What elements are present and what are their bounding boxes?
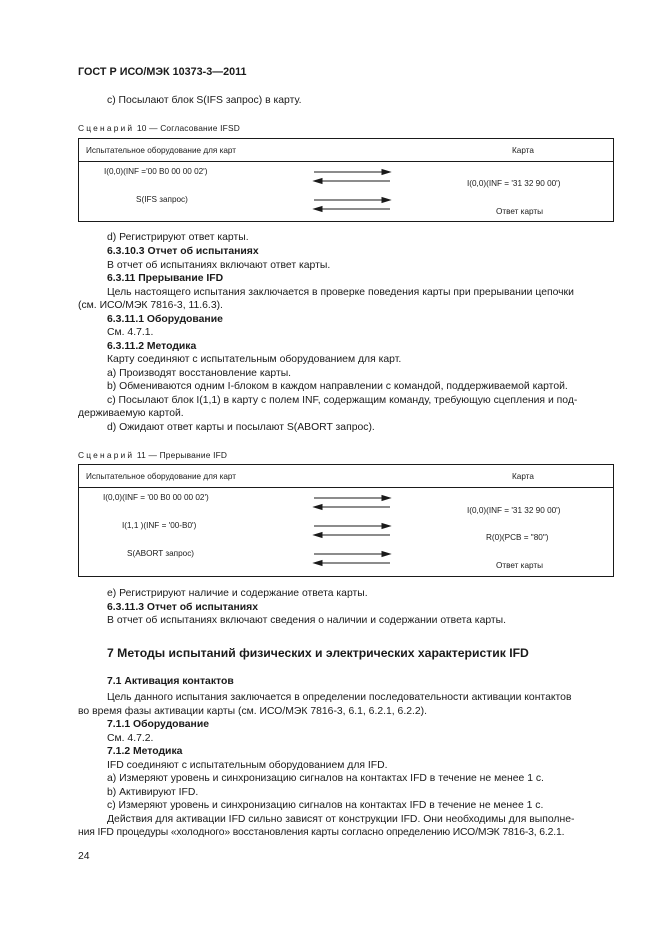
- message-label: I(1,1 )(INF = '00-B0'): [122, 521, 197, 530]
- list-item: b) Обмениваются одним I-блоком в каждом направлении с командой, поддерживаемой картой.: [107, 381, 568, 392]
- paragraph-line: во время фазы активации карты (см. ИСО/МЭК 7816-3, 6.1, 6.2.1, 6.2.2).: [78, 706, 428, 717]
- section-heading: 6.3.10.3 Отчет об испытаниях: [107, 246, 259, 257]
- paragraph-line: Цель настоящего испытания заключается в проверке поведения карты при прерывании цепочки: [107, 287, 574, 298]
- table-header-ifd: Испытательное оборудование для карт: [86, 472, 237, 481]
- arrow-right-icon: [382, 496, 390, 501]
- paragraph: В отчет об испытаниях включают сведения о наличии и содержании ответа карты.: [107, 615, 507, 626]
- paragraph: IFD соединяют с испытательным оборудованием для IFD.: [107, 760, 388, 771]
- list-item-continuation: держиваемую картой.: [78, 408, 184, 419]
- list-item: a) Измеряют уровень и синхронизацию сигналов на контактах IFD в течение не менее 1 с.: [107, 773, 544, 784]
- scenario-caption: [78, 450, 227, 460]
- message-label: I(0,0)(INF = '31 32 90 00'): [467, 506, 561, 515]
- list-item: a) Производят восстановление карты.: [107, 368, 292, 379]
- paragraph-line: ния IFD процедуры «холодного» восстановления карты согласно определению ИСО/МЭК 7816-3, 6.2.1.: [78, 827, 565, 838]
- list-item: c) Посылают блок S(IFS запрос) в карту.: [107, 95, 302, 106]
- scenario-caption-title: 10 — Согласование IFSD: [136, 123, 241, 133]
- arrow-right-icon: [382, 524, 390, 529]
- message-arrows: [312, 168, 392, 214]
- list-item: c) Измеряют уровень и синхронизацию сигналов на контактах IFD в течение не менее 1 с.: [107, 800, 544, 811]
- arrow-left-icon: [314, 179, 322, 184]
- message-label: S(ABORT запрос): [127, 549, 195, 558]
- chapter-heading: 7 Методы испытаний физических и электрических характеристик IFD: [107, 646, 529, 660]
- list-item: b) Активируют IFD.: [107, 787, 199, 798]
- scenario-caption-word: Сценарий: [78, 123, 135, 133]
- paragraph: Карту соединяют с испытательным оборудованием для карт.: [107, 354, 402, 365]
- arrow-left-icon: [314, 533, 322, 538]
- section-heading: 7.1.1 Оборудование: [107, 719, 209, 730]
- scenario-caption-title: 11 — Прерывание IFD: [136, 450, 228, 460]
- paragraph: См. 4.7.1.: [107, 327, 154, 338]
- table-divider: [78, 487, 614, 488]
- message-arrows: [312, 494, 392, 568]
- table-header-card: Карта: [512, 146, 534, 155]
- table-header-ifd: Испытательное оборудование для карт: [86, 146, 237, 155]
- section-heading: 7.1 Активация контактов: [107, 676, 234, 687]
- section-heading: 6.3.11.2 Методика: [107, 341, 197, 352]
- scenario-caption: [78, 123, 240, 133]
- section-heading: 7.1.2 Методика: [107, 746, 183, 757]
- message-label: R(0)(PCB = "80"): [486, 533, 549, 542]
- paragraph-line: (см. ИСО/МЭК 7816-3, 11.6.3).: [78, 300, 223, 311]
- table-header-card: Карта: [512, 472, 534, 481]
- arrow-left-icon: [314, 561, 322, 566]
- message-label: Ответ карты: [496, 561, 544, 570]
- list-item: d) Регистрируют ответ карты.: [107, 232, 249, 243]
- paragraph: См. 4.7.2.: [107, 733, 154, 744]
- paragraph-line: Действия для активации IFD сильно зависят от конструкции IFD. Они необходимы для выполне-: [107, 814, 575, 825]
- arrow-left-icon: [314, 505, 322, 510]
- list-item: d) Ожидают ответ карты и посылают S(ABORT запрос).: [107, 422, 375, 433]
- section-heading: 6.3.11.3 Отчет об испытаниях: [107, 602, 259, 613]
- scenario-caption-word: Сценарий: [78, 450, 135, 460]
- paragraph-line: Цель данного испытания заключается в определении последовательности активации контактов: [107, 692, 572, 703]
- section-heading: 6.3.11 Прерывание IFD: [107, 273, 224, 284]
- table-divider: [78, 161, 614, 162]
- paragraph: В отчет об испытаниях включают ответ карты.: [107, 260, 331, 271]
- arrow-right-icon: [382, 170, 390, 175]
- arrow-right-icon: [382, 552, 390, 557]
- arrow-left-icon: [314, 207, 322, 212]
- list-item: e) Регистрируют наличие и содержание ответа карты.: [107, 588, 368, 599]
- page-number: 24: [78, 851, 90, 862]
- arrow-right-icon: [382, 198, 390, 203]
- section-heading: 6.3.11.1 Оборудование: [107, 314, 223, 325]
- message-label: Ответ карты: [496, 207, 544, 216]
- message-label: I(0,0)(INF = '31 32 90 00'): [467, 179, 561, 188]
- message-label: I(0,0)(INF = '00 B0 00 00 02'): [103, 493, 209, 502]
- document-header: ГОСТ Р ИСО/МЭК 10373-3—2011: [78, 66, 247, 78]
- message-label: I(0,0)(INF ='00 B0 00 00 02'): [104, 167, 208, 176]
- message-label: S(IFS запрос): [136, 195, 188, 204]
- list-item: c) Посылают блок I(1,1) в карту с полем INF, содержащим команду, требующую сцепления и под-: [107, 395, 578, 406]
